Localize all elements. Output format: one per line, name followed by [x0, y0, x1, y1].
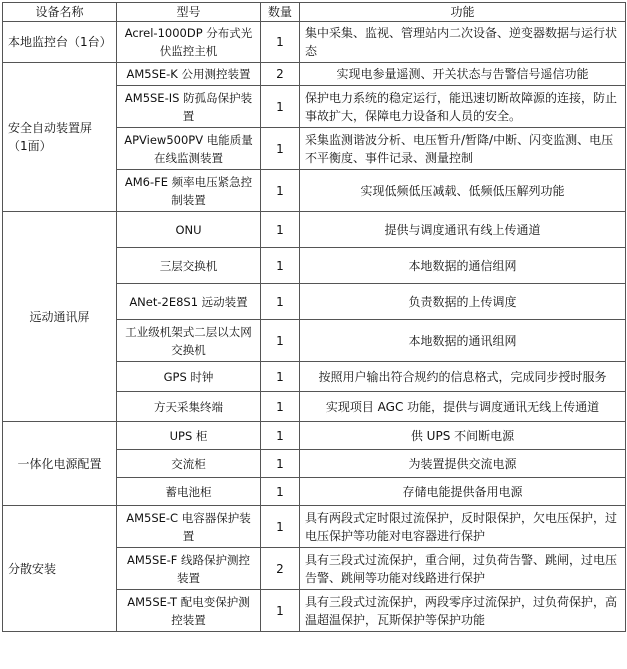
table-row — [3, 22, 626, 63]
cell-qty: 1 — [261, 392, 300, 422]
cell-model: ONU — [117, 212, 261, 248]
table-header-row — [3, 3, 626, 22]
header-device-name: 设备名称 — [3, 3, 117, 22]
cell-function: 采集监测谐波分析、电压暂升/暂降/中断、闪变监测、电压不平衡度、事件记录、测量控制 — [300, 128, 626, 170]
cell-function: 本地数据的通信组网 — [300, 248, 626, 284]
cell-model: 交流柜 — [117, 450, 261, 478]
table-row — [3, 422, 626, 450]
header-function: 功能 — [300, 3, 626, 22]
group-name: 一体化电源配置 — [3, 422, 117, 506]
cell-function: 实现低频低压减载、低频低压解列功能 — [300, 170, 626, 212]
cell-qty: 1 — [261, 320, 300, 362]
cell-function: 实现电参量遥测、开关状态与告警信号遥信功能 — [300, 63, 626, 86]
cell-qty: 1 — [261, 422, 300, 450]
cell-qty: 1 — [261, 22, 300, 63]
cell-model: GPS 时钟 — [117, 362, 261, 392]
cell-function: 具有三段式过流保护，重合闸，过负荷告警、跳闸，过电压告警、跳闸等功能对线路进行保护 — [300, 548, 626, 590]
cell-qty: 1 — [261, 590, 300, 632]
table-row — [3, 506, 626, 548]
equipment-table — [2, 2, 626, 632]
cell-model: 蓄电池柜 — [117, 478, 261, 506]
header-model: 型号 — [117, 3, 261, 22]
cell-qty: 1 — [261, 212, 300, 248]
cell-qty: 1 — [261, 170, 300, 212]
group-name: 分散安装 — [3, 506, 117, 632]
cell-qty: 1 — [261, 284, 300, 320]
cell-model: AM5SE-F 线路保护测控装置 — [117, 548, 261, 590]
cell-function: 为装置提供交流电源 — [300, 450, 626, 478]
cell-function: 按照用户输出符合规约的信息格式，完成同步授时服务 — [300, 362, 626, 392]
cell-function: 保护电力系统的稳定运行，能迅速切断故障源的连接，防止事故扩大，保障电力设备和人员的安全。 — [300, 86, 626, 128]
cell-qty: 1 — [261, 450, 300, 478]
cell-qty: 2 — [261, 548, 300, 590]
table-row — [3, 212, 626, 248]
cell-function: 负责数据的上传调度 — [300, 284, 626, 320]
cell-model: 工业级机架式二层以太网交换机 — [117, 320, 261, 362]
cell-qty: 1 — [261, 86, 300, 128]
cell-function: 提供与调度通讯有线上传通道 — [300, 212, 626, 248]
table-row — [3, 63, 626, 86]
cell-function: 实现项目 AGC 功能，提供与调度通讯无线上传通道 — [300, 392, 626, 422]
cell-model: 方天采集终端 — [117, 392, 261, 422]
cell-model: 三层交换机 — [117, 248, 261, 284]
cell-model: Acrel-1000DP 分布式光伏监控主机 — [117, 22, 261, 63]
cell-function: 本地数据的通讯组网 — [300, 320, 626, 362]
cell-function: 具有三段式过流保护，两段零序过流保护，过负荷保护，高温超温保护，瓦斯保护等保护功能 — [300, 590, 626, 632]
cell-qty: 1 — [261, 362, 300, 392]
cell-model: AM5SE-C 电容器保护装置 — [117, 506, 261, 548]
group-name: 远动通讯屏 — [3, 212, 117, 422]
cell-model: UPS 柜 — [117, 422, 261, 450]
cell-function: 具有两段式定时限过流保护，反时限保护，欠电压保护，过电压保护等功能对电容器进行保护 — [300, 506, 626, 548]
cell-qty: 1 — [261, 128, 300, 170]
cell-qty: 1 — [261, 478, 300, 506]
cell-qty: 1 — [261, 506, 300, 548]
cell-model: AM5SE-IS 防孤岛保护装置 — [117, 86, 261, 128]
cell-model: AM6-FE 频率电压紧急控制装置 — [117, 170, 261, 212]
cell-function: 集中采集、监视、管理站内二次设备、逆变器数据与运行状态 — [300, 22, 626, 63]
cell-function: 供 UPS 不间断电源 — [300, 422, 626, 450]
cell-model: AM5SE-K 公用测控装置 — [117, 63, 261, 86]
cell-model: APView500PV 电能质量在线监测装置 — [117, 128, 261, 170]
cell-qty: 2 — [261, 63, 300, 86]
group-name: 安全自动装置屏（1面） — [3, 63, 117, 212]
header-quantity: 数量 — [261, 3, 300, 22]
group-name: 本地监控台（1台） — [3, 22, 117, 63]
cell-model: ANet-2E8S1 远动装置 — [117, 284, 261, 320]
cell-qty: 1 — [261, 248, 300, 284]
cell-function: 存储电能提供备用电源 — [300, 478, 626, 506]
cell-model: AM5SE-T 配电变保护测控装置 — [117, 590, 261, 632]
